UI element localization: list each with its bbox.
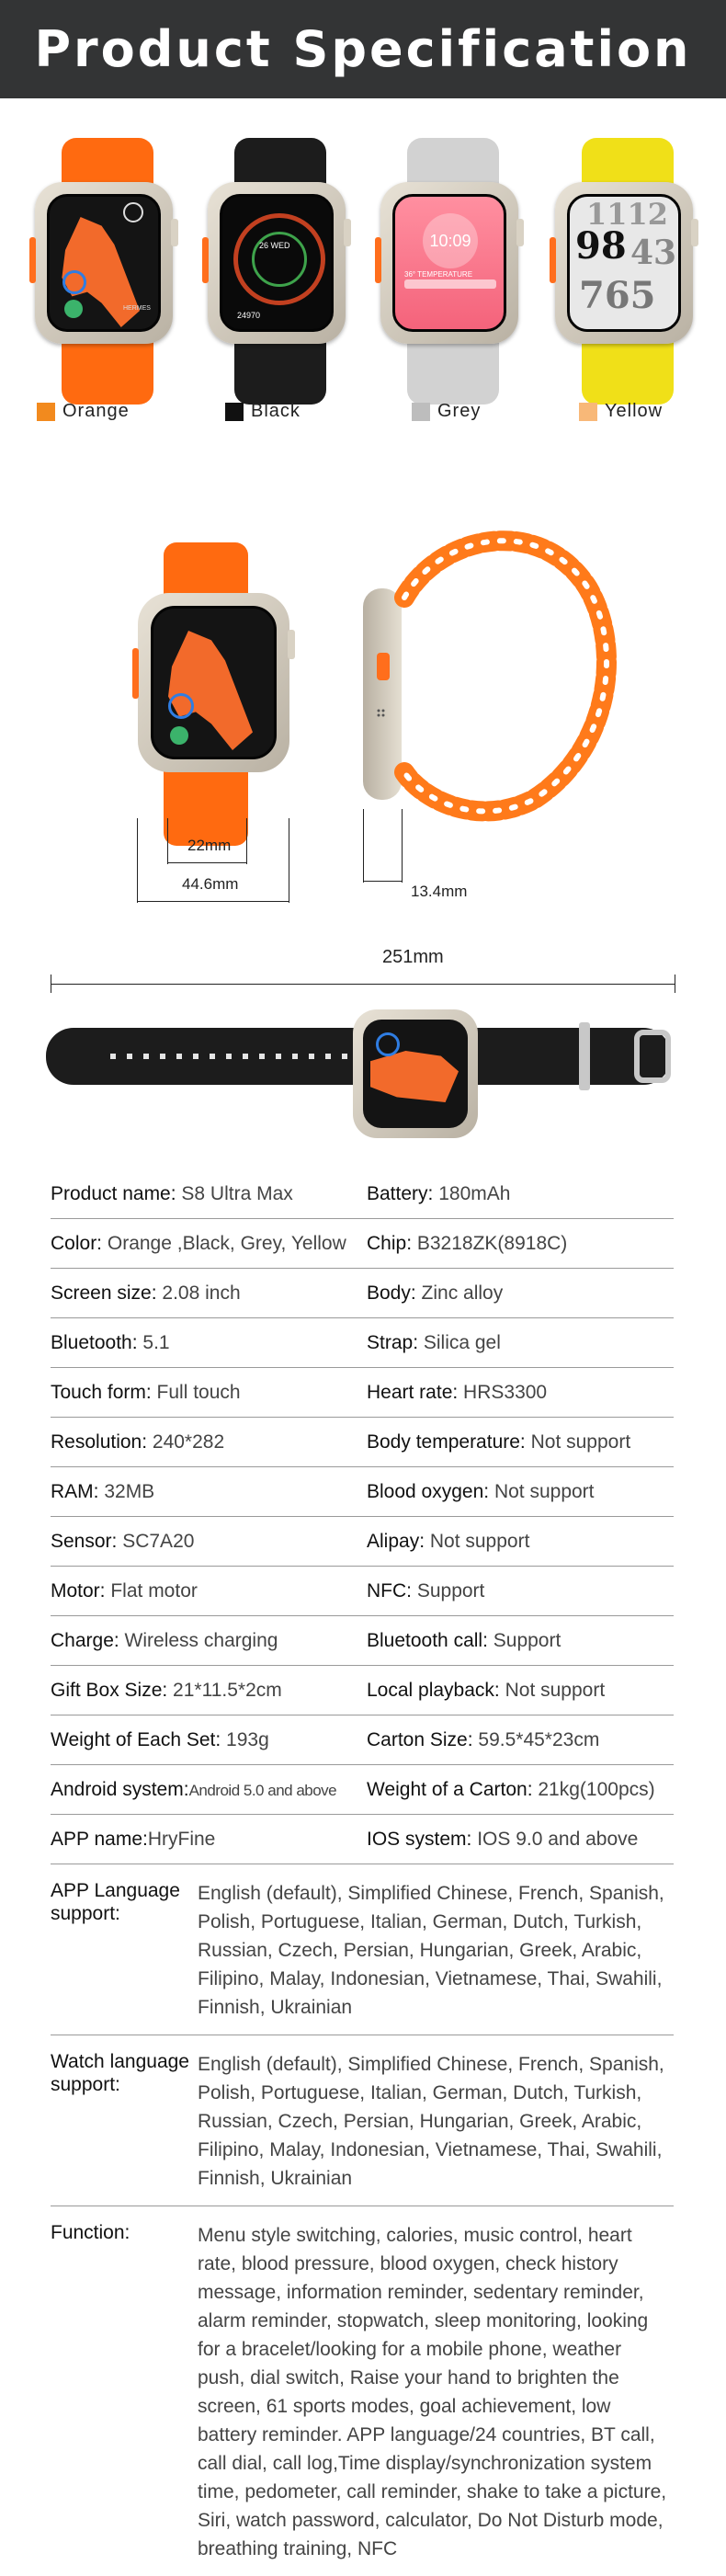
spec-key: Sensor: xyxy=(51,1530,118,1552)
spec-value: S8 Ultra Max xyxy=(176,1182,293,1204)
spec-key: Chip: xyxy=(367,1232,413,1254)
spec-value: 59.5*45*23cm xyxy=(472,1728,600,1750)
spec-row xyxy=(51,1467,674,1517)
total-length-label: 251mm xyxy=(382,947,444,967)
spec-row xyxy=(51,1219,674,1269)
face-digits-mid: 43 xyxy=(630,234,677,272)
length-line xyxy=(51,984,675,985)
watch-case xyxy=(35,182,173,344)
action-button xyxy=(550,237,556,283)
spec-cell xyxy=(51,1680,367,1702)
strap-buckle xyxy=(634,1030,671,1083)
band-width-label: 22mm xyxy=(187,837,232,854)
face-temp: 36° TEMPERATURE xyxy=(404,270,473,279)
spec-key: IOS system: xyxy=(367,1828,472,1850)
spec-key: Carton Size: xyxy=(367,1728,473,1750)
spec-row xyxy=(51,1418,674,1467)
face-digits-top: 1112 xyxy=(586,197,669,232)
spec-value: Not support xyxy=(525,1430,631,1453)
front-crown xyxy=(288,630,295,659)
spec-cell xyxy=(367,1282,674,1305)
spec-key: Bluetooth: xyxy=(51,1331,138,1353)
dot-icon xyxy=(64,300,83,318)
spec-cell xyxy=(367,1580,674,1602)
spec-cell xyxy=(51,1183,367,1205)
spec-cell xyxy=(367,1779,674,1801)
spec-block-key: Watch language support: xyxy=(51,2051,189,2095)
front-case xyxy=(138,593,289,772)
spec-value: 5.1 xyxy=(137,1331,170,1353)
spec-cell xyxy=(51,1729,367,1751)
variant-label xyxy=(37,401,130,422)
variant-name: Grey xyxy=(437,401,482,421)
spec-cell xyxy=(51,1630,367,1652)
front-action-button xyxy=(132,648,139,699)
spec-cell xyxy=(51,1282,367,1305)
spec-value: 32MB xyxy=(98,1480,155,1502)
spec-cell xyxy=(51,1233,367,1255)
watch-face-digits xyxy=(567,194,681,332)
page-header xyxy=(0,0,726,98)
variant-grey xyxy=(366,129,522,432)
face-time: 10:09 xyxy=(423,213,478,268)
face-steps: 24970 xyxy=(237,311,261,320)
spec-block-value: English (default), Simplified Chinese, French, Spanish, Polish, Portuguese, Italian, German, Dutch, Turkish, Russian, Czech, Persian, Hungarian, Greek, Arabic, Filipino, Malay, Indonesian, Vietnamese, Thai, Swahili, Finnish, Ukrainian xyxy=(198,1883,664,2018)
spec-cell xyxy=(367,1233,674,1255)
thickness-label: 13.4mm xyxy=(411,883,468,900)
watch-face-pink xyxy=(392,194,506,332)
spec-row xyxy=(51,1815,674,1864)
spec-key: Battery: xyxy=(367,1182,434,1204)
spec-value: Orange ,Black, Grey, Yellow xyxy=(102,1232,346,1254)
strap-keeper xyxy=(579,1022,590,1090)
variant-label xyxy=(412,401,481,422)
spec-value: Support xyxy=(412,1579,485,1601)
case-width-line xyxy=(137,901,289,902)
spec-row xyxy=(51,1616,674,1666)
spec-key: Screen size: xyxy=(51,1282,157,1304)
spec-key: Color: xyxy=(51,1232,103,1254)
spec-table xyxy=(51,1169,674,2576)
spec-value: 21*11.5*2cm xyxy=(167,1679,282,1701)
spec-block-app-language xyxy=(51,1864,674,2035)
crown xyxy=(516,219,524,246)
spec-key: Heart rate: xyxy=(367,1381,459,1403)
spec-value: Android 5.0 and above xyxy=(188,1781,337,1799)
spec-block-function xyxy=(51,2206,674,2576)
front-dot-icon xyxy=(170,726,188,745)
watch-case xyxy=(208,182,346,344)
spec-key: NFC: xyxy=(367,1579,412,1601)
spec-value: SC7A20 xyxy=(117,1530,195,1552)
spec-key: Android system: xyxy=(51,1778,189,1800)
spec-cell xyxy=(51,1580,367,1602)
action-button xyxy=(29,237,36,283)
spec-key: Resolution: xyxy=(51,1430,148,1453)
spec-block-key: APP Language support: xyxy=(51,1880,180,1924)
spec-value: Not support xyxy=(425,1530,530,1552)
spec-value: Wireless charging xyxy=(119,1629,278,1651)
band-width-line-right xyxy=(246,818,247,864)
spec-row xyxy=(51,1666,674,1715)
side-strap-loop xyxy=(368,524,634,827)
swatch-yellow xyxy=(579,403,597,421)
crown xyxy=(344,219,351,246)
case-width-line-left xyxy=(137,818,138,903)
action-button xyxy=(202,237,209,283)
spec-key: Body: xyxy=(367,1282,416,1304)
variant-orange xyxy=(20,129,176,432)
spec-block-watch-language xyxy=(51,2035,674,2206)
spec-cell xyxy=(367,1183,674,1205)
spec-value: HryFine xyxy=(147,1828,216,1850)
swatch-black xyxy=(225,403,244,421)
spec-row xyxy=(51,1318,674,1368)
face-brand: HERMES xyxy=(123,305,151,312)
spec-key: Local playback: xyxy=(367,1679,500,1701)
variant-label xyxy=(225,401,301,422)
spec-value: Flat motor xyxy=(105,1579,198,1601)
spec-value: Not support xyxy=(499,1679,606,1701)
band-width-line xyxy=(167,862,247,863)
variant-name: Yellow xyxy=(605,401,664,421)
watch-face-horse xyxy=(47,194,161,332)
spec-key: Gift Box Size: xyxy=(51,1679,168,1701)
spec-value: B3218ZK(8918C) xyxy=(412,1232,568,1254)
spec-key: Bluetooth call: xyxy=(367,1629,488,1651)
spec-key: Weight of a Carton: xyxy=(367,1778,533,1800)
variant-yellow xyxy=(540,129,697,432)
dial-inner xyxy=(252,232,307,287)
spec-key: Touch form: xyxy=(51,1381,152,1403)
spec-value: Silica gel xyxy=(418,1331,501,1353)
long-watch-screen xyxy=(363,1020,468,1128)
variant-name: Black xyxy=(251,401,301,421)
spec-value: Not support xyxy=(489,1480,595,1502)
front-ring-icon xyxy=(168,693,194,719)
long-ring-icon xyxy=(376,1032,400,1056)
spec-cell xyxy=(367,1680,674,1702)
spec-cell xyxy=(367,1431,674,1453)
spec-cell xyxy=(51,1779,367,1801)
spec-cell xyxy=(367,1729,674,1751)
spec-cell xyxy=(51,1829,367,1851)
spec-value: Support xyxy=(487,1629,562,1651)
thickness-line-left xyxy=(363,809,364,883)
face-digits-bottom: 765 xyxy=(579,274,656,317)
face-digits-hour: 98 xyxy=(575,224,627,268)
spec-row xyxy=(51,1715,674,1765)
spec-cell xyxy=(367,1382,674,1404)
spec-row xyxy=(51,1269,674,1318)
length-diagram xyxy=(0,947,726,1131)
dimension-diagram xyxy=(0,515,726,901)
front-screen xyxy=(151,606,277,759)
spec-cell xyxy=(51,1531,367,1553)
spec-row xyxy=(51,1765,674,1815)
spec-cell xyxy=(51,1431,367,1453)
spec-value: HRS3300 xyxy=(458,1381,548,1403)
spec-value: 240*282 xyxy=(147,1430,225,1453)
spec-row xyxy=(51,1567,674,1616)
variant-black xyxy=(193,129,349,432)
long-horse-graphic xyxy=(370,1051,459,1102)
case-width-label: 44.6mm xyxy=(182,875,239,893)
spec-key: Strap: xyxy=(367,1331,419,1353)
spec-cell xyxy=(51,1332,367,1354)
spec-cell xyxy=(367,1481,674,1503)
spec-key: Charge: xyxy=(51,1629,119,1651)
action-button xyxy=(375,237,381,283)
spec-value: 180mAh xyxy=(433,1182,511,1204)
spec-value: Zinc alloy xyxy=(415,1282,504,1304)
spec-key: Product name: xyxy=(51,1182,176,1204)
spec-row xyxy=(51,1169,674,1219)
spec-block-value: Menu style switching, calories, music control, heart rate, blood pressure, blood oxygen, check history message, information reminder, sedentary reminder, alarm reminder, stopwatch, sleep monitoring, looking for a bracelet/looking for a mobile phone, weather push, dial switch, Raise your hand to brighten the screen, 61 sports modes, goal achievement, low battery reminder. APP language/24 countries, BT call, call dial, call log,Time display/synchronization system time, pedometer, call reminder, shake to take a picture, Siri, watch password, calculator, Do Not Disturb mode, breathing training, NFC xyxy=(198,2225,667,2559)
band-width-line-left xyxy=(167,818,168,864)
spec-key: APP name: xyxy=(51,1828,148,1850)
crown xyxy=(691,219,698,246)
spec-cell xyxy=(367,1332,674,1354)
thickness-line xyxy=(363,881,403,882)
page-title: Product Specification xyxy=(34,20,692,78)
face-date: 26 WED xyxy=(259,241,290,250)
spec-cell xyxy=(51,1481,367,1503)
variant-label xyxy=(579,401,663,422)
spec-cell xyxy=(367,1630,674,1652)
crown xyxy=(171,219,178,246)
spec-cell xyxy=(367,1531,674,1553)
spec-key: Motor: xyxy=(51,1579,106,1601)
spec-block-key: Function: xyxy=(51,2222,130,2243)
spec-key: RAM: xyxy=(51,1480,99,1502)
spec-row xyxy=(51,1368,674,1418)
spec-key: Alipay: xyxy=(367,1530,425,1552)
spec-key: Weight of Each Set: xyxy=(51,1728,221,1750)
watch-case xyxy=(380,182,518,344)
spec-key: Body temperature: xyxy=(367,1430,526,1453)
thickness-line-right xyxy=(402,809,403,883)
spec-value: 2.08 inch xyxy=(156,1282,241,1304)
complication-icon xyxy=(123,202,143,222)
swatch-grey xyxy=(412,403,430,421)
watch-case xyxy=(555,182,693,344)
swatch-orange xyxy=(37,403,55,421)
spec-value: 21kg(100pcs) xyxy=(532,1778,655,1800)
spec-value: Full touch xyxy=(151,1381,241,1403)
spec-row xyxy=(51,1517,674,1567)
ring-icon xyxy=(62,270,86,294)
long-watch-case xyxy=(353,1009,478,1138)
spec-key: Blood oxygen: xyxy=(367,1480,490,1502)
variant-name: Orange xyxy=(62,401,130,421)
spec-block-value: English (default), Simplified Chinese, French, Spanish, Polish, Portuguese, Italian, German, Dutch, Turkish, Russian, Czech, Persian, Hungarian, Greek, Arabic, Filipino, Malay, Indonesian, Vietnamese, Thai, Swahili, Finnish, Ukrainian xyxy=(198,2054,664,2189)
spec-cell xyxy=(51,1382,367,1404)
spec-value: IOS 9.0 and above xyxy=(471,1828,639,1850)
spec-value: 193g xyxy=(221,1728,269,1750)
temp-bar xyxy=(404,279,496,289)
color-variants xyxy=(0,129,726,441)
watch-face-dial xyxy=(220,194,334,332)
spec-cell xyxy=(367,1829,674,1851)
